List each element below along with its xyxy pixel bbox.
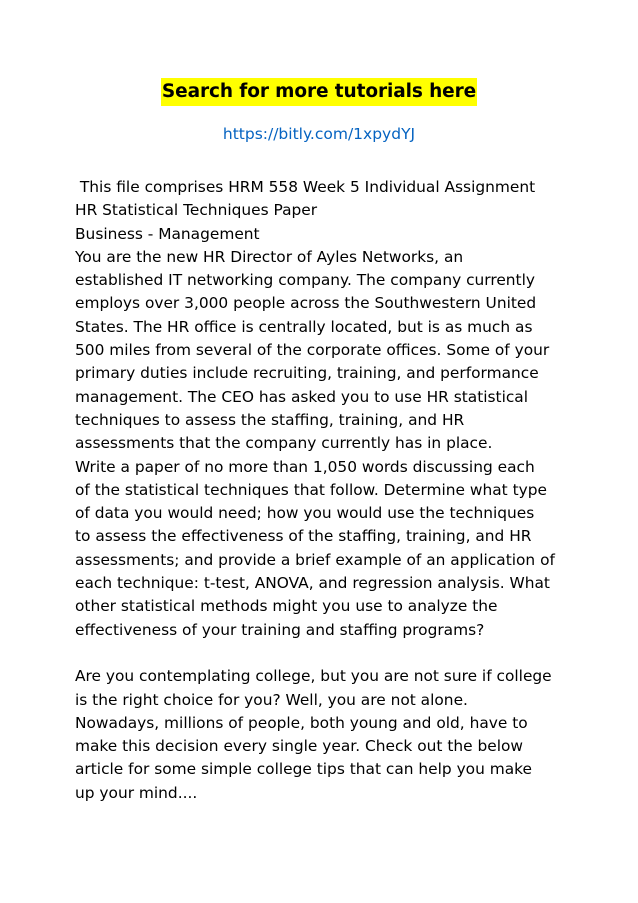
text-line: techniques to assess the staffing, training, and HR [75, 410, 465, 429]
text-line: States. The HR office is centrally located, but is as much as [75, 317, 533, 336]
text-line: Write a paper of no more than 1,050 words discussing each [75, 457, 535, 476]
document-body [75, 176, 575, 805]
text-line: is the right choice for you? Well, you are not alone. [75, 690, 468, 709]
text-line: article for some simple college tips that can help you make [75, 760, 532, 779]
text-line: assessments; and provide a brief example of an application of [75, 550, 555, 569]
text-line: other statistical methods might you use to analyze the [75, 597, 498, 616]
text-line: of data you would need; how you would use the techniques [75, 504, 535, 523]
text-line: Are you contemplating college, but you are not sure if college [75, 667, 552, 686]
text-line: Nowadays, millions of people, both young and old, have to [75, 713, 528, 732]
page-title: Search for more tutorials here [161, 78, 477, 106]
text-line: employs over 3,000 people across the Southwestern United [75, 294, 537, 313]
text-line: 500 miles from several of the corporate offices. Some of your [75, 341, 550, 360]
text-line: effectiveness of your training and staffing programs? [75, 620, 485, 639]
text-line: up your mind.... [75, 783, 198, 802]
text-line: This file comprises HRM 558 Week 5 Individual Assignment [75, 178, 536, 196]
header-title-row [0, 78, 638, 106]
text-line: Business - Management [75, 224, 260, 243]
text-line: You are the new HR Director of Ayles Networks, an [75, 247, 464, 266]
college-paragraph [75, 665, 575, 805]
text-line: established IT networking company. The company currently [75, 271, 535, 290]
text-line: management. The CEO has asked you to use HR statistical [75, 387, 529, 406]
text-line: make this decision every single year. Check out the below [75, 737, 523, 756]
text-line: each technique: t-test, ANOVA, and regression analysis. What [75, 574, 550, 593]
tutorials-link[interactable]: https://bitly.com/1xpydYJ [222, 125, 416, 143]
text-line: of the statistical techniques that follow. Determine what type [75, 480, 547, 499]
text-line: HR Statistical Techniques Paper [75, 201, 318, 220]
assignment-paragraph [75, 176, 575, 642]
text-line: assessments that the company currently has in place. [75, 434, 493, 453]
text-line: primary duties include recruiting, training, and performance [75, 364, 539, 383]
paragraph-spacer [75, 642, 575, 665]
header-link-row [0, 123, 638, 145]
text-line: to assess the effectiveness of the staffing, training, and HR [75, 527, 532, 546]
